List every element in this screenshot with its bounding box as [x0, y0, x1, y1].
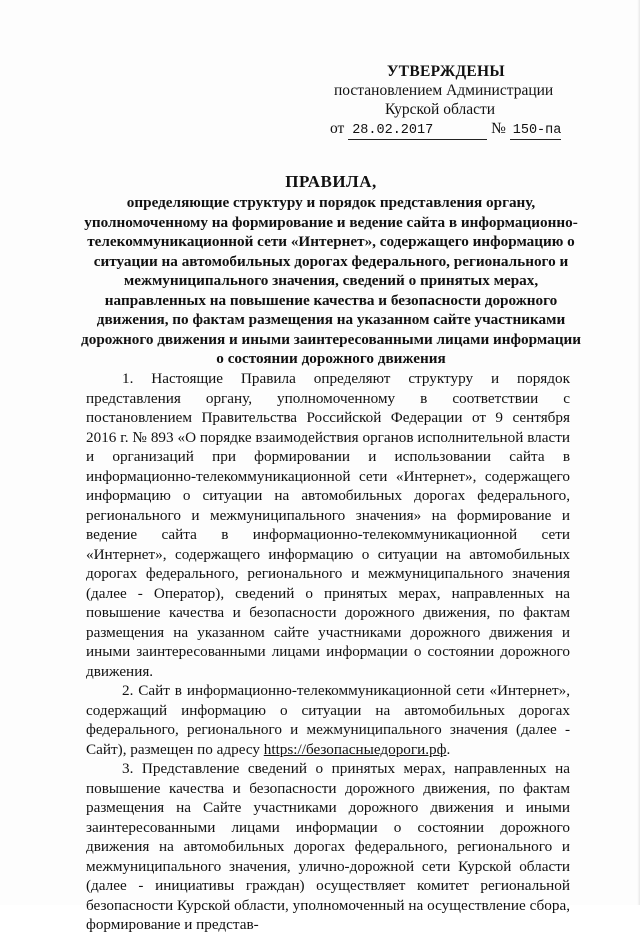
paragraph-1: 1. Настоящие Правила определяют структуру и порядок представления органу, уполномоченному в соответствии с постановлением Правительства Российской Федерации от 9 сентября 2016 г. № 893 «О порядке взаимодействия органов исполнительной власти и организаций при формировании и использовании сайта в информационно-телекоммуникационной сети «Интернет», содержащего информацию о ситуации на автомобильных дорогах федерального, регионального и межмуниципального значения» на формирование и ведение сайта в информационно-телекоммуникационной сети «Интернет», содержащего информацию о ситуации на автомобильных дорогах федерального, регионального и межмуниципального значения (далее - Оператор), сведений о принятых мерах, направленных на повышение качества и безопасности дорожного движения, по фактам размещения на указанном сайте участниками дорожного движения и иными заинтересованными лицами информации о состоянии дорожного движения.	[86, 370, 570, 680]
document-subtitle: определяющие структуру и порядок представления органу, уполномоченному на формирование и ведение сайта в информационно-телекоммуникационной сети «Интернет», содержащего информацию о ситуации на автомобильных дорогах федерального, регионального и межмуниципального значения, сведений о принятых мерах, направленных на повышение качества и безопасности дорожного движения, по фактам размещения на указанном сайте участниками дорожного движения и иными заинтересованными лицами информации о состоянии дорожного движения	[81, 194, 581, 367]
number-prefix: №	[491, 120, 506, 137]
document-body	[86, 369, 570, 935]
date-prefix: от	[330, 120, 345, 137]
approval-title: УТВЕРЖДЕНЫ	[387, 63, 505, 80]
paragraph-3: 3. Представление сведений о принятых мерах, направленных на повышение качества и безопасности дорожного движения, по фактам размещения на Сайте участниками дорожного движения и иными заинтересованными лицами информации о состоянии дорожного движения на автомобильных дорогах федерального, регионального и межмуниципального значения, улично-дорожной сети Курской области (далее - инициативы граждан) осуществляет комитет региональной безопасности Курской области, уполномоченный на осуществление сбора, формирование и представ-	[86, 760, 570, 933]
website-link[interactable]: https://безопасныедороги.рф	[263, 740, 447, 758]
paragraph-2-end: .	[446, 740, 451, 758]
approval-number: 150-па	[510, 123, 561, 140]
paragraph-2	[86, 681, 570, 759]
approval-line-1: постановлением Администрации	[334, 82, 554, 99]
approval-block	[330, 62, 570, 140]
document-heading	[80, 171, 582, 369]
approval-date-line	[330, 119, 570, 140]
paragraph-2-text: 2. Сайт в информационно-телекоммуникационной сети «Интернет», содержащий информацию о ситуации на автомобильных дорогах федерального, регионального и межмуниципального значения (далее - Сайт), размещен по адресу	[86, 682, 570, 758]
document-title: ПРАВИЛА,	[285, 172, 377, 191]
approval-date: 28.02.2017	[348, 123, 487, 140]
approval-line-2: Курской области	[385, 101, 496, 118]
